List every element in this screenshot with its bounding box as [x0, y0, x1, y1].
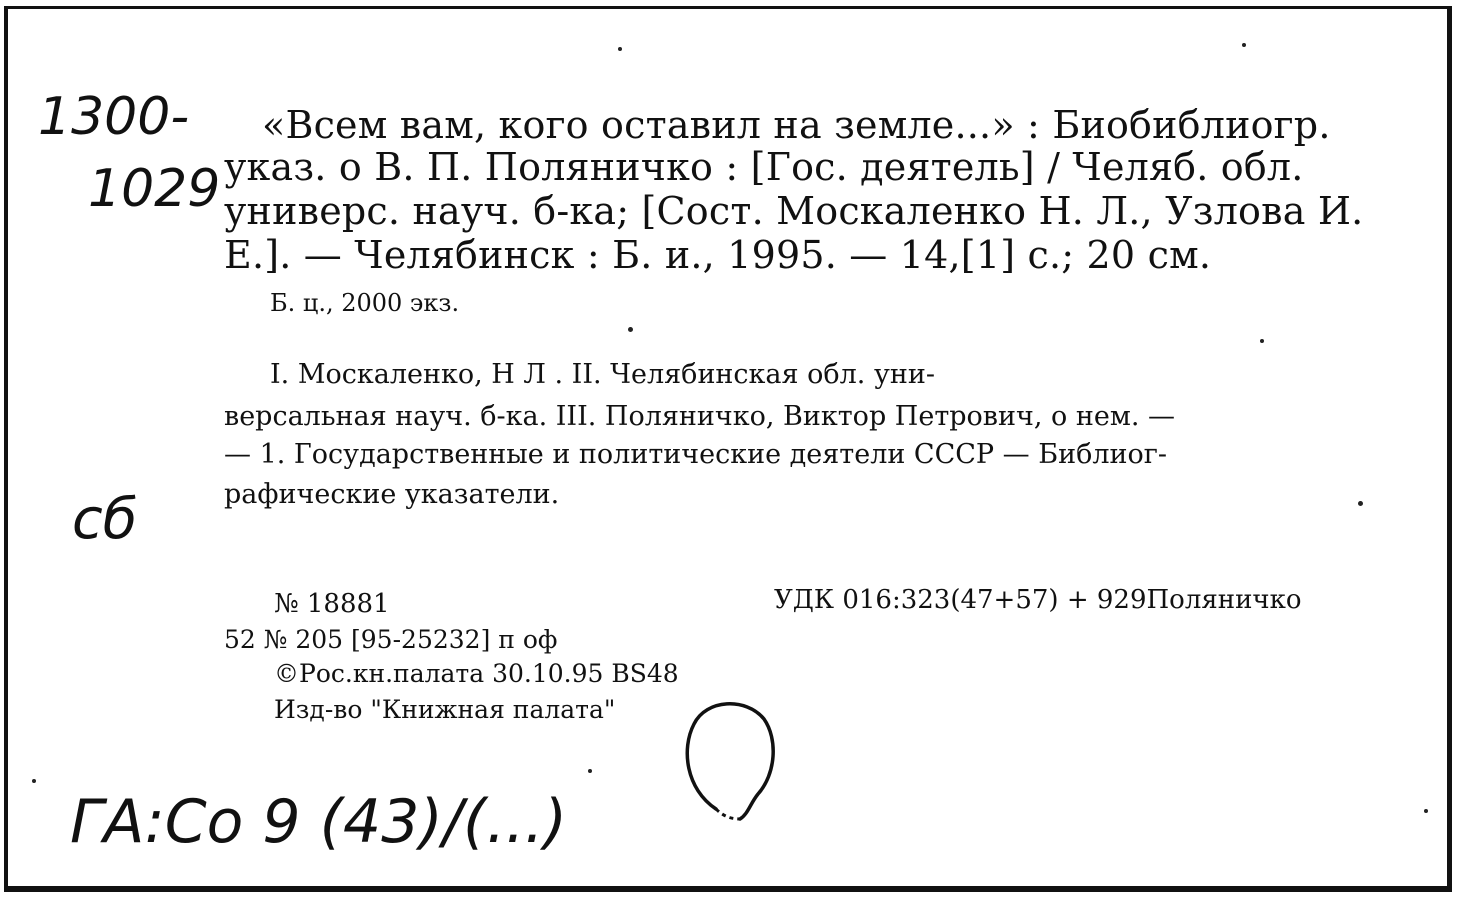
- speck: [588, 769, 592, 773]
- handwritten-shelfmark: ГА:Со 9 (43)/(...): [70, 787, 568, 857]
- main-line-3: универс. науч. б-ка; [Сост. Москаленко Н. Л., Узлова И.: [224, 189, 1364, 233]
- main-line-2: указ. о В. П. Поляничко : [Гос. деятель] / Челяб. обл.: [224, 145, 1304, 189]
- speck: [1358, 501, 1363, 506]
- catalog-card: [4, 6, 1452, 892]
- speck: [1260, 339, 1264, 343]
- imprint-line-1: 52 № 205 [95-25232] п оф: [224, 625, 558, 654]
- price-circulation: Б. ц., 2000 экз.: [270, 289, 460, 317]
- speck: [1424, 809, 1428, 813]
- handwritten-mark-left: сб: [72, 487, 138, 552]
- speck: [1242, 43, 1246, 47]
- record-number: № 18881: [274, 589, 390, 619]
- subject-line-2: версальная науч. б-ка. III. Поляничко, Виктор Петрович, о нем. —: [224, 401, 1175, 432]
- speck: [628, 327, 633, 332]
- main-line-1: «Всем вам, кого оставил на земле...» : Биобиблиогр.: [262, 103, 1331, 147]
- udc-index: УДК 016:323(47+57) + 929Поляничко: [774, 585, 1302, 615]
- imprint-line-3: Изд-во "Книжная палата": [274, 695, 616, 724]
- main-line-4: Е.]. — Челябинск : Б. и., 1995. — 14,[1] с.; 20 см.: [224, 233, 1212, 277]
- handdrawn-loop-mark: [676, 689, 786, 839]
- speck: [32, 779, 36, 783]
- subject-line-3: — 1. Государственные и политические деятели СССР — Библиог-: [224, 439, 1167, 470]
- handwritten-number-bottom: 1029: [88, 159, 221, 219]
- imprint-line-2: ©Рос.кн.палата 30.10.95 BS48: [274, 659, 679, 688]
- subject-line-4: рафические указатели.: [224, 479, 560, 510]
- speck: [618, 47, 622, 51]
- subject-line-1: I. Москаленко, Н Л . II. Челябинская обл. уни-: [270, 359, 935, 390]
- handwritten-number-top: 1300-: [38, 87, 190, 147]
